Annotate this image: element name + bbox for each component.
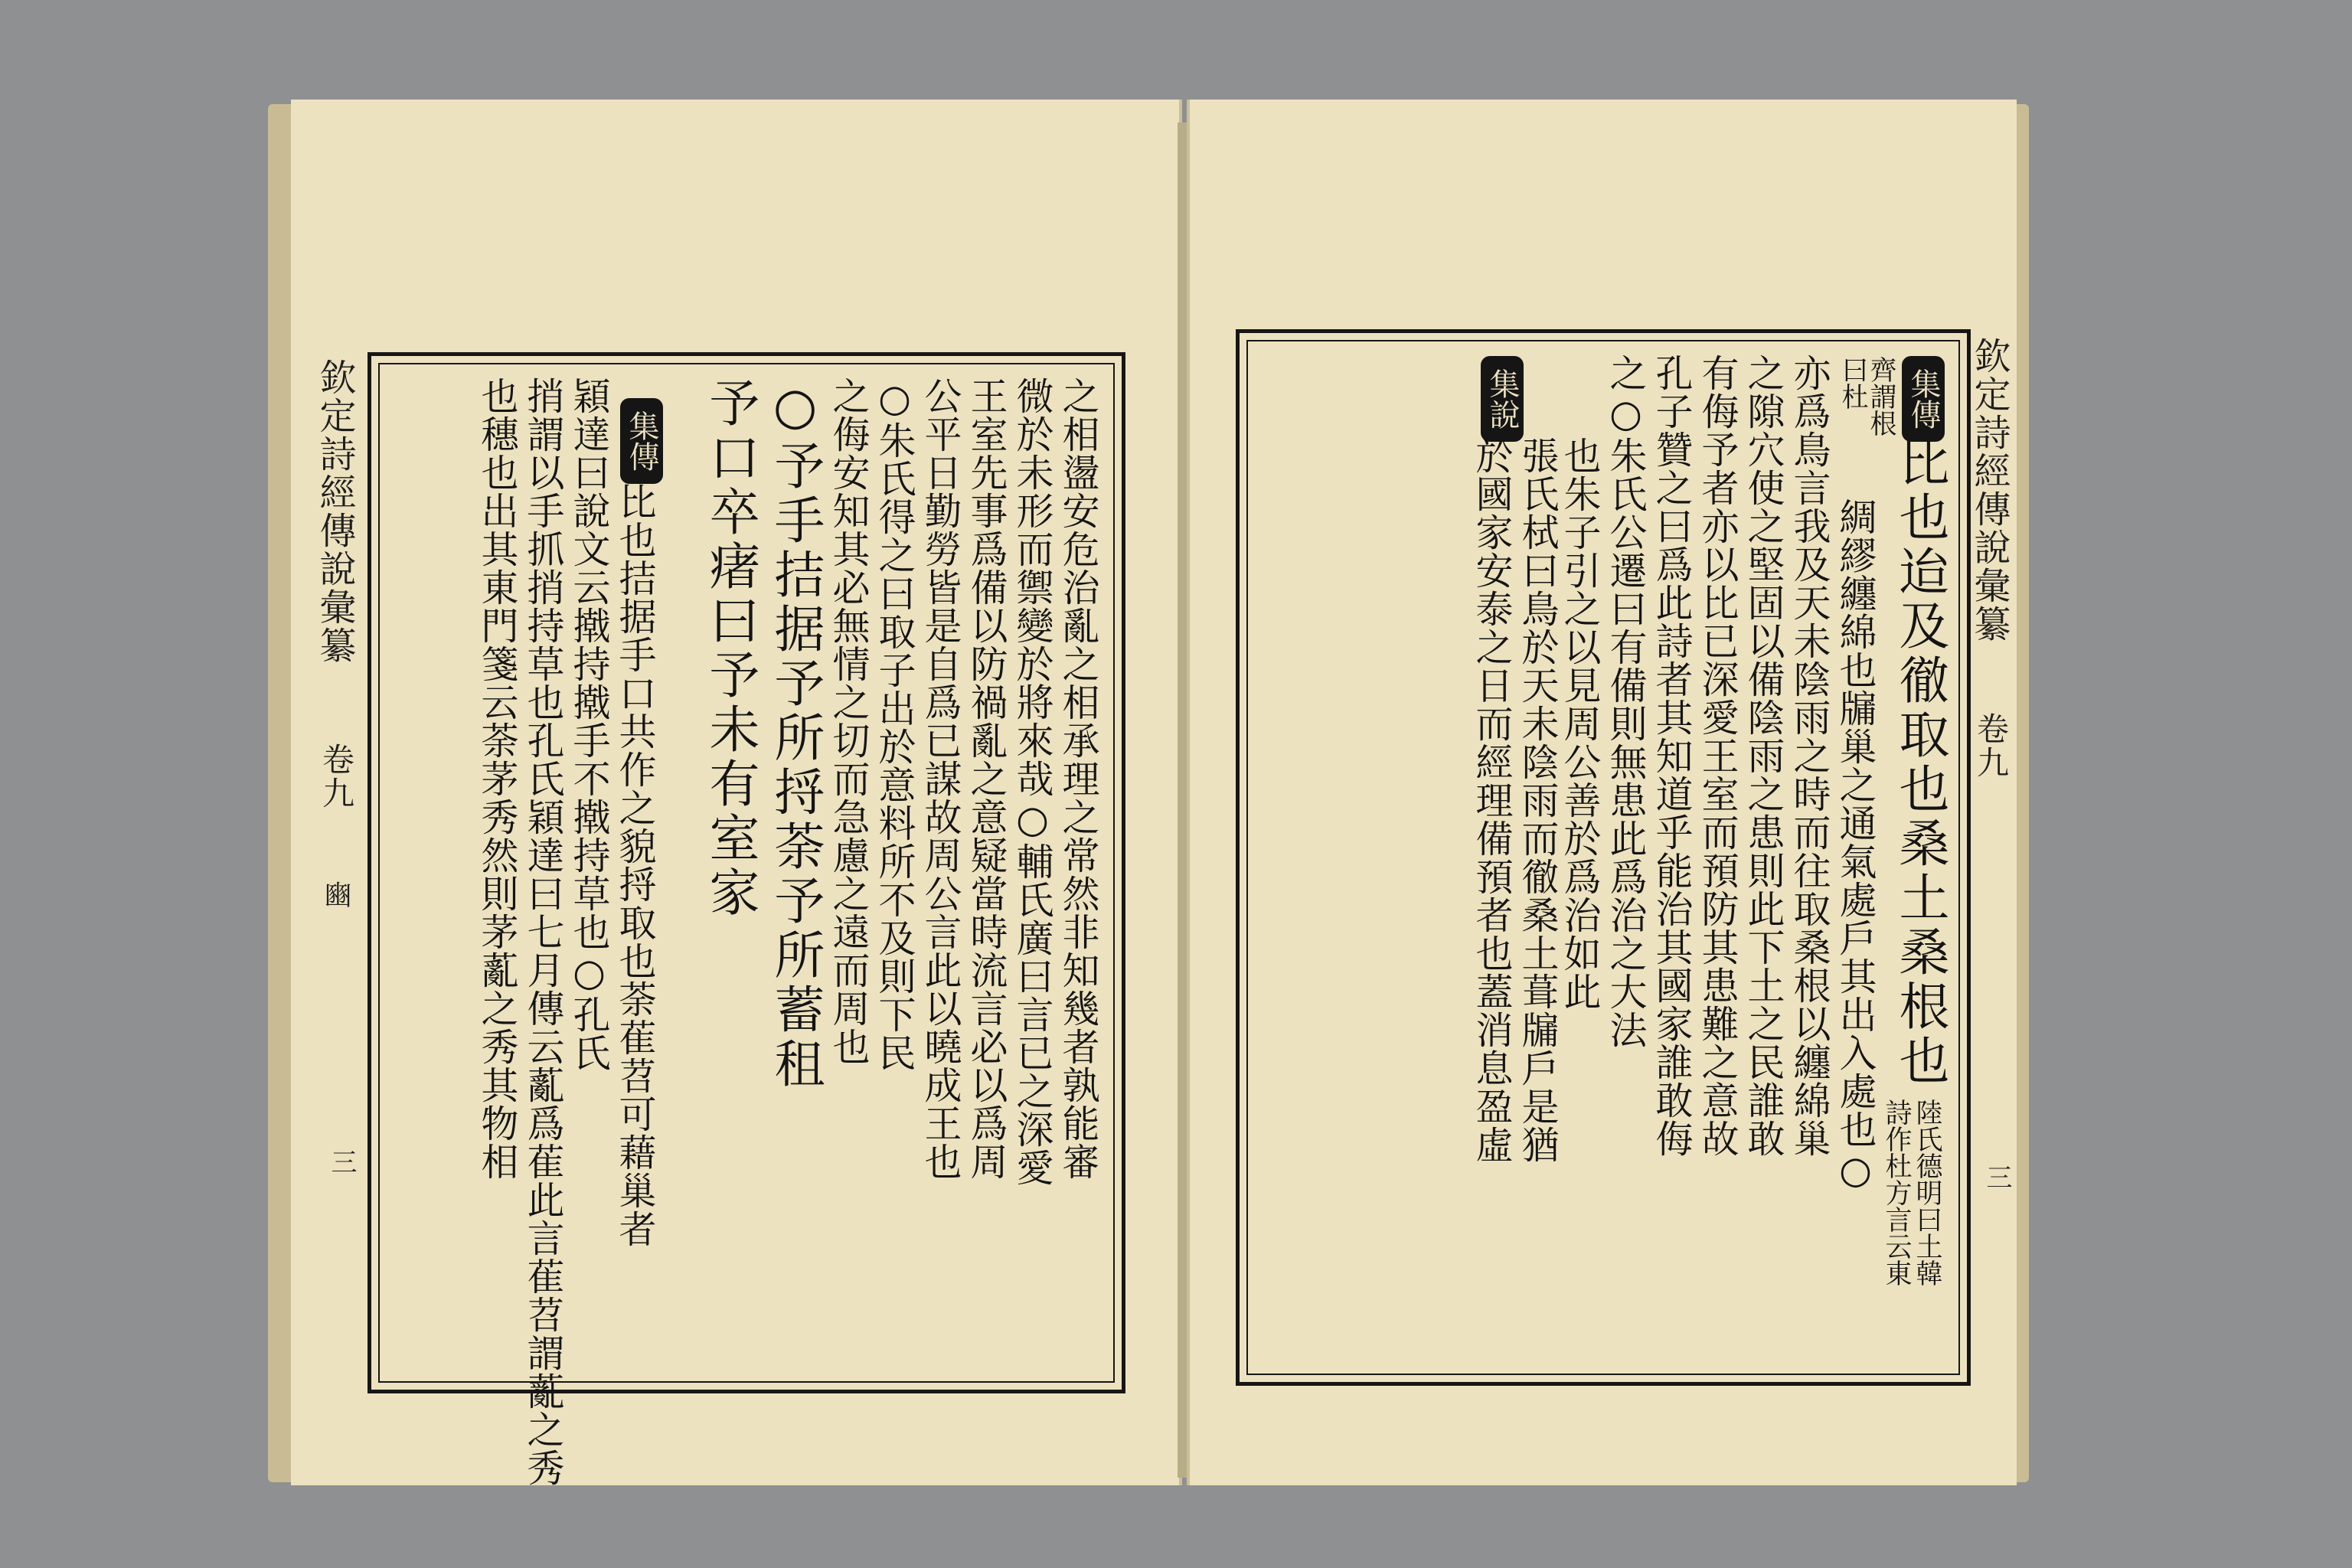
right-text-column-7: 之○朱氏公遷曰有備則無患此爲治之大法 [1604,354,1648,1049]
left-text-column-4: 公平日勤勞皆是自爲已謀故周公言此以曉成王也 [919,377,962,1181]
left-margin-section: 豳 [320,880,351,910]
left-margin-volume: 卷九 [318,743,355,810]
left-text-column-6: 之侮安知其必無情之切而急慮之遠而周也 [827,377,871,1066]
left-margin-title: 欽定詩經傳說彙纂 [313,358,356,665]
right-text-column-8: 也朱子引之以見周公善於爲治如此 [1558,436,1602,1011]
left-page [291,100,1182,1485]
left-text-column-9: 比也拮据手口共作之貌捋取也荼萑苕可藉巢者 [613,482,657,1248]
right-inline-note-3: 齊謂根 [1866,356,1896,436]
right-text-column-2: 綢繆纏綿也牖巢之通氣處戶其出入處也○ [1834,498,1877,1193]
right-text-column-4: 之隙穴使之堅固以備陰雨之患則此下土之民誰敢 [1742,354,1785,1158]
right-inline-note-4: 曰杜 [1838,356,1868,410]
left-main-verse-1: ○予手拮据予所捋荼予所蓄租 [766,377,825,1092]
right-text-column-6: 孔子贊之曰爲此詩者其知道乎能治其國家誰敢侮 [1650,354,1694,1158]
right-margin-volume: 卷九 [1972,712,2010,779]
left-text-column-12: 也穗也出其東門箋云荼茅秀然則茅薍之秀其物相 [475,377,519,1181]
open-book [268,77,2029,1501]
left-text-column-10: 穎達曰說文云撠持撠手不撠持草也○孔氏 [567,377,611,1072]
right-inline-note-2: 詩作杜方言云東 [1881,1099,1912,1286]
right-jizhuan-badge: 集傳 [1902,356,1945,442]
right-main-line-1: 比也迨及徹取也桑土桑根也 [1890,436,1949,1089]
right-page-number: 三 [1981,1164,2012,1190]
left-main-verse-2: 予口卒瘏曰予未有室家 [701,377,760,920]
right-page [1187,100,2017,1485]
left-text-column-1: 之相盪安危治亂之相承理之常然非知幾者孰能審 [1057,377,1100,1181]
right-margin-title: 欽定詩經傳說彙纂 [1968,337,2011,643]
right-text-column-10: 張氏栻曰鳥於天未陰雨而徹桑土葺牖戶是猶 [1516,436,1560,1164]
left-jizhuan-badge: 集傳 [620,398,663,484]
right-inline-note-1: 陸氏德明曰土韓 [1912,1099,1942,1286]
left-text-column-11: 捎謂以手抓捎持草也孔氏穎達曰七月傳云薍爲萑此言萑苕謂薍之秀 [521,377,565,1487]
right-text-column-3: 亦爲鳥言我及天未陰雨之時而往取桑根以纏綿巢 [1788,354,1831,1158]
right-jishuo-badge: 集說 [1481,356,1524,442]
left-page-number: 三 [326,1148,357,1174]
left-text-column-3: 王室先事爲備以防禍亂之意疑當時流言必以爲周 [965,377,1008,1181]
left-text-column-5: ○朱氏得之曰取子出於意料所不及則下民 [873,377,916,1072]
right-text-column-5: 有侮予者亦以比已深愛王室而預防其患難之意故 [1696,354,1740,1158]
right-text-column-11: 於國家安泰之日而經理備預者也蓋消息盈虛 [1470,436,1514,1164]
left-text-column-2: 微於未形而禦變於將來哉○輔氏廣曰言已之深愛 [1011,377,1054,1187]
